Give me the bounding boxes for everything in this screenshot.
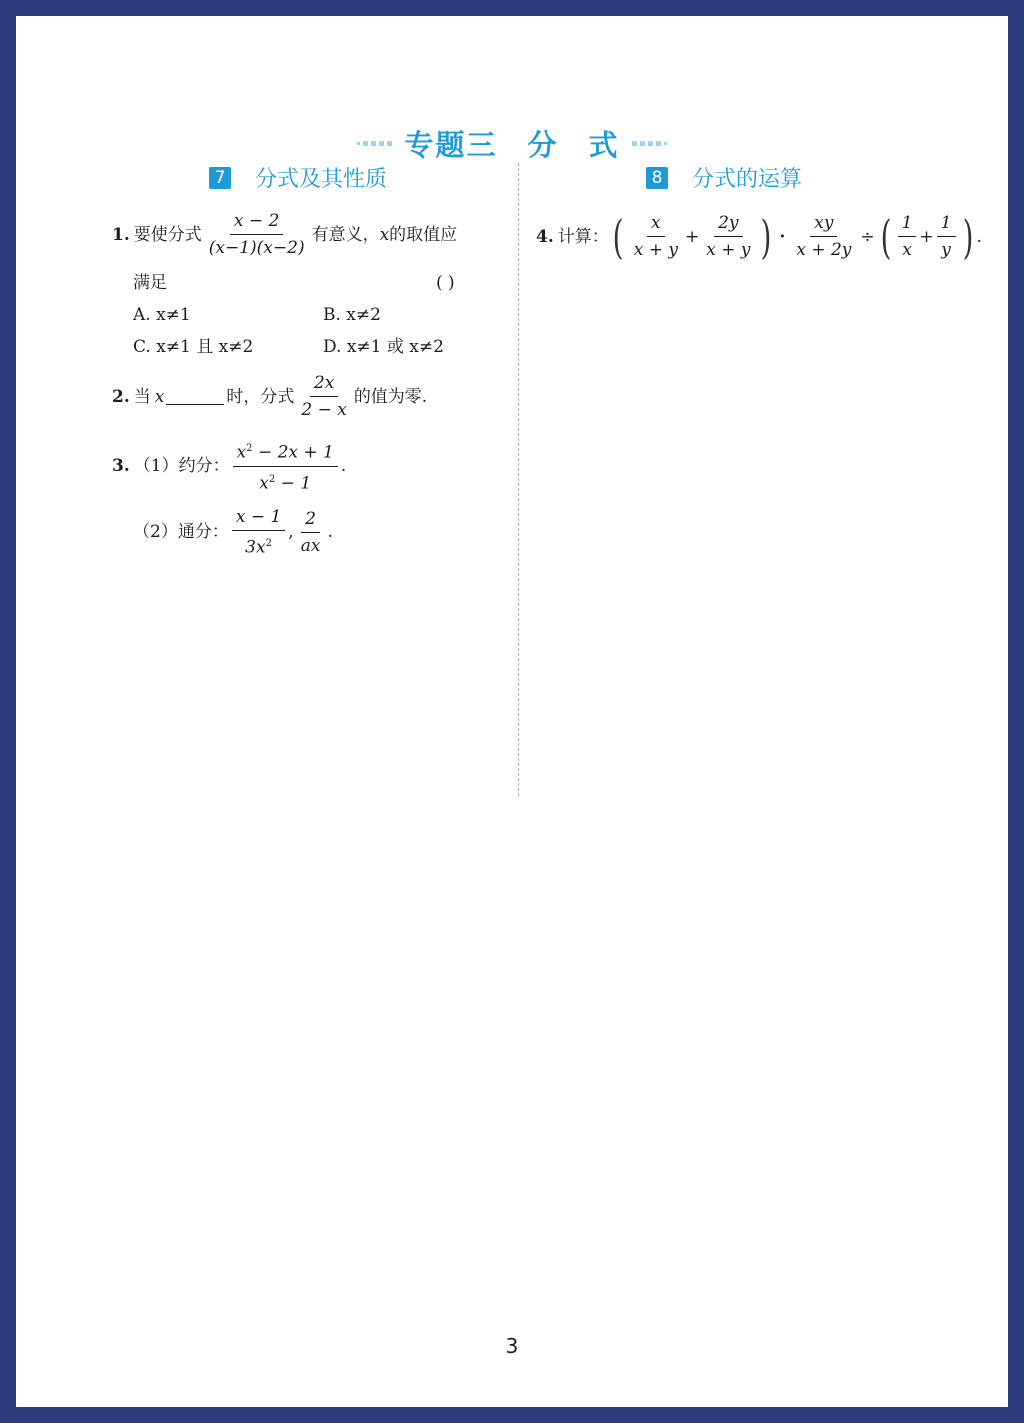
worksheet-page: [16, 16, 1008, 1407]
q1-fraction: $\frac{x - 2}{(x-1)(x-2)}$: [208, 211, 305, 258]
q4-fraction-1: $\frac{x}{x + y}$: [633, 213, 678, 260]
page-title: 专题三 分 式: [404, 127, 620, 162]
page-number: 3: [505, 1334, 519, 1358]
page-title-row: [16, 120, 1008, 166]
right-paren: ): [761, 209, 772, 264]
q4-fraction-2: $\frac{2y}{x + y}$: [706, 213, 751, 260]
section-8-heading: [646, 162, 802, 193]
q3-part2-fraction-1: $\frac{x - 1}{3x^2}$: [232, 506, 285, 559]
section-title: 分式及其性质: [255, 167, 388, 192]
option-a: A. x≠1: [133, 305, 191, 325]
option-c: C. x≠1 且 x≠2: [133, 337, 254, 357]
q3-part2-fraction-2: $\frac{2}{ax}$: [300, 508, 321, 556]
q4-fraction-3: $\frac{xy}{x + 2y}$: [796, 213, 852, 260]
question-1-line2: 满足: [133, 273, 167, 293]
q3-part1-fraction: $\frac{x^2 - 2x + 1}{x^2 - 1}$: [233, 438, 338, 494]
question-2: 2. 当 x 时，分式 $\frac{2x}{2 - x}$ 的值为零.: [112, 373, 428, 420]
column-divider: [518, 163, 519, 796]
right-paren: ): [962, 209, 973, 264]
q2-fraction: $\frac{2x}{2 - x}$: [301, 373, 347, 420]
left-paren: (: [880, 209, 892, 264]
section-number-badge: 7: [209, 167, 231, 189]
title-right-ornament: [632, 141, 667, 146]
q4-fraction-4: $\frac{1}{x}$: [898, 212, 917, 261]
fill-in-blank[interactable]: [166, 388, 224, 405]
section-title: 分式的运算: [692, 167, 803, 192]
section-7-heading: [209, 162, 387, 193]
question-1: 1. 要使分式 $\frac{x - 2}{(x-1)(x-2)}$ 有意义， x 的取值应: [112, 211, 458, 258]
question-4: 4. 计算： ( $\frac{x}{x + y}$ + $\frac{2y}{x + y}$ ) · $\frac{xy}{x + 2y}$ ÷ ( $\frac{1}{x}$ + $\frac{1}{y}$ ) .: [536, 209, 982, 264]
question-3-part-2: （2）通分： $\frac{x - 1}{3x^2}$ , $\frac{2}{ax}$ .: [133, 507, 333, 558]
section-number-badge: 8: [646, 167, 668, 189]
answer-bracket: ( ): [436, 273, 455, 293]
left-paren: (: [612, 209, 624, 264]
option-d: D. x≠1 或 x≠2: [323, 337, 444, 357]
q4-fraction-5: $\frac{1}{y}$: [937, 212, 956, 261]
question-3-part-1: 3. （1）约分： $\frac{x^2 - 2x + 1}{x^2 - 1}$ .: [112, 438, 346, 494]
title-left-ornament: [357, 141, 392, 146]
option-b: B. x≠2: [323, 305, 381, 325]
